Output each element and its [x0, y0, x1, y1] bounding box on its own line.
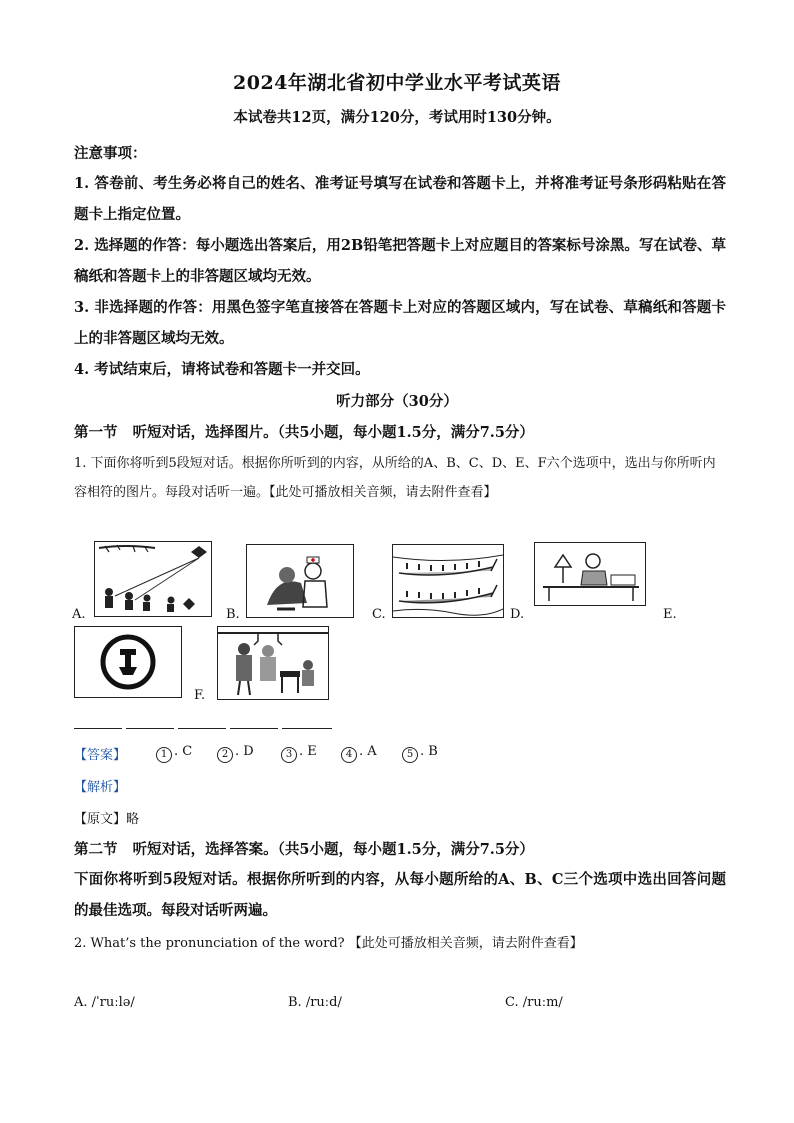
answer-tag: 【答案】	[74, 748, 127, 763]
dragon-boat-scene-icon	[393, 545, 503, 617]
listening-header: 听力部分（30分）	[336, 393, 458, 410]
exam-title: 2024年湖北省初中学业水平考试英语	[233, 72, 561, 94]
section1-heading: 第一节 听短对话，选择图片。（共5小题，每小题1.5分，满分7.5分）	[74, 424, 534, 441]
analysis-label: 【解析】	[74, 780, 127, 795]
original-text-row: 【原文】略	[74, 812, 140, 827]
answer-blank[interactable]	[230, 728, 278, 729]
prohibition-sign-icon	[75, 627, 181, 697]
answer-label	[74, 744, 126, 763]
choice-c[interactable]: C. /ruːm/	[505, 995, 563, 1010]
notice-item-4: 4. 考试结束后，请将试卷和答题卡一并交回。	[74, 361, 370, 378]
answer-blank[interactable]	[74, 728, 122, 729]
answer-5: 5 . B	[402, 744, 438, 763]
option-b-label: B.	[226, 607, 240, 622]
studying-scene-icon	[535, 543, 645, 605]
option-c-label: C.	[372, 607, 386, 622]
answer-4: 4 . A	[341, 744, 377, 763]
choice-a[interactable]: A. /ˈruːlə/	[74, 995, 135, 1010]
answer-3: 3 . E	[281, 744, 317, 763]
answer-2: 2 . D	[217, 744, 254, 763]
exam-subtitle: 本试卷共12页，满分120分，考试用时130分钟。	[233, 109, 561, 126]
section1-instruction: 1. 下面你将听到5段短对话。根据你所听到的内容，从所给的A、B、C、D、E、F六个选项中，选出与你所听内容相符的图片。每段对话听一遍。【此处可播放相关音频，请去附件查看】	[74, 456, 716, 500]
kite-scene-icon	[95, 542, 211, 616]
choice-b[interactable]: B. /ruːd/	[288, 995, 342, 1010]
answer-1: 1 . C	[156, 744, 192, 763]
notice-item-1: 1. 答卷前、考生务必将自己的姓名、准考证号填写在试卷和答题卡上，并将准考证号条形码粘贴在答题卡上指定位置。	[74, 175, 726, 223]
answer-blanks	[74, 716, 334, 730]
picture-a-kite	[94, 541, 212, 617]
picture-b-dentist	[246, 544, 354, 618]
answer-blank[interactable]	[282, 728, 332, 729]
question-2: 2. What’s the pronunciation of the word? 【此处可播放相关音频，请去附件查看】	[74, 936, 583, 951]
picture-c-dragon-boats	[392, 544, 504, 618]
answer-blank[interactable]	[126, 728, 174, 729]
section2-heading: 第二节 听短对话，选择答案。（共5小题，每小题1.5分，满分7.5分）	[74, 841, 534, 858]
option-f-label: F.	[194, 688, 206, 703]
picture-e-sign	[74, 626, 182, 698]
notice-heading: 注意事项：	[74, 145, 147, 162]
option-e-label: E.	[663, 607, 677, 622]
bus-seat-scene-icon	[218, 627, 328, 699]
picture-d-studying	[534, 542, 646, 606]
option-d-label: D.	[510, 607, 525, 622]
notice-item-3: 3. 非选择题的作答：用黑色签字笔直接答在答题卡上对应的答题区域内，写在试卷、草稿纸和答题卡上的非答题区域均无效。	[74, 299, 726, 347]
option-a-label: A.	[72, 607, 86, 622]
dentist-scene-icon	[247, 545, 353, 617]
answer-blank[interactable]	[178, 728, 226, 729]
picture-f-bus-seat	[217, 626, 329, 700]
notice-item-2: 2. 选择题的作答：每小题选出答案后，用2B铅笔把答题卡上对应题目的答案标号涂黑。写在试卷、草稿纸和答题卡上的非答题区域均无效。	[74, 237, 726, 285]
section2-instruction: 下面你将听到5段短对话。根据你所听到的内容，从每小题所给的A、B、C三个选项中选出回答问题的最佳选项。每段对话听两遍。	[74, 871, 726, 919]
